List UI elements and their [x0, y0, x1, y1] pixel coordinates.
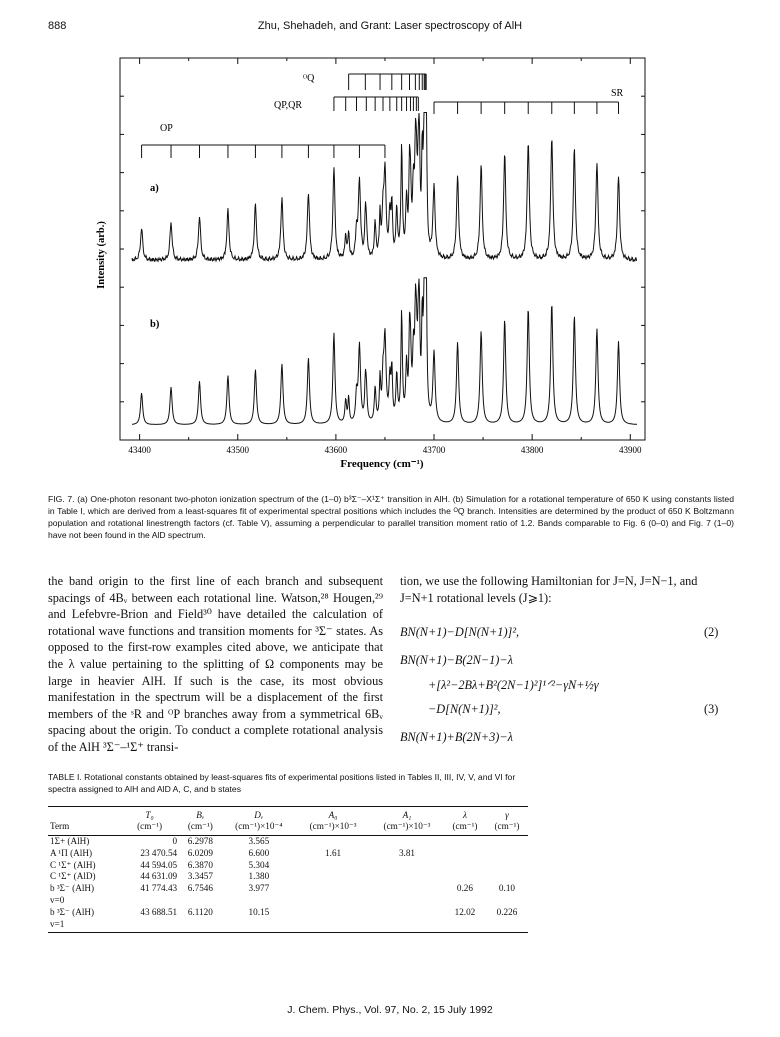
running-head: Zhu, Shehadeh, and Grant: Laser spectroscopy of AlH — [257, 20, 523, 32]
table-cell — [444, 871, 486, 883]
table-cell-term: C ¹Σ⁺ (AlH) — [50, 859, 96, 870]
unit: (cm⁻¹) — [486, 821, 528, 836]
branch-label-qp-qr: QP,QR — [274, 100, 303, 111]
table-cell — [486, 860, 528, 872]
table-cell: 6.600 — [248, 847, 270, 858]
table-row — [48, 907, 528, 919]
table-cell: 6.1120 — [187, 906, 213, 917]
table-cell — [444, 836, 486, 848]
table-cell — [179, 895, 221, 907]
table-cell: 44 594.05 — [140, 859, 178, 870]
equation-3-line-2: +[λ²−2Bλ+B²(2N−1)²]¹ᐟ²−γN+½γ — [428, 678, 599, 692]
table-head-units — [48, 821, 528, 836]
table-row — [48, 871, 528, 883]
x-tick-label: 43600 — [324, 445, 348, 455]
table-row — [48, 895, 528, 907]
table-cell — [486, 895, 528, 907]
panel-label-a: a) — [150, 183, 159, 194]
table-cell: 3.81 — [398, 847, 416, 858]
table-cell — [370, 871, 444, 883]
equation-4-line-1: BN(N+1)+B(2N+3)−λ — [400, 730, 513, 744]
table-cell — [120, 895, 179, 907]
table-cell — [486, 848, 528, 860]
body-text-left: the band origin to the first line of each branch and subsequent spacings of 4Bᵥ between each rotational line. Watson,²⁸ Hougen,²⁹ and Lefebvre-Brion and Field³⁰ have detailed the calculation of rotational wave functions and transition moments for ³Σ⁻ states. As opposed to the first-row examples cited above, we anticipate that the λ value pertaining to the splitting of Ω components may be large in heavier AlH. If such is the case, its most obvious manifestation in the spectrum will be a displacement of the first members of the ˢR and ᴼP branches away from a symmetrical 6Bᵥ spacing about the origin. To conduct a complete rotational analysis of the AlH ³Σ⁻–¹Σ⁺ transi- — [48, 574, 383, 754]
table-row — [48, 860, 528, 872]
x-axis-label: Frequency (cm⁻¹) — [340, 458, 424, 470]
branch-comb-sr — [434, 102, 618, 114]
table-cell — [179, 919, 221, 933]
col-lambda: λ — [444, 807, 486, 822]
table-cell — [296, 883, 370, 895]
table-cell-term: v=0 — [50, 894, 65, 905]
table-cell-term: v=1 — [48, 919, 120, 933]
equation-2-number: (2) — [704, 625, 719, 639]
spectrum-trace-b — [132, 278, 637, 425]
x-tick-label: 43900 — [619, 445, 642, 455]
table-cell — [222, 895, 297, 907]
table-cell: 6.7546 — [187, 883, 213, 894]
table-row — [48, 848, 528, 860]
table-cell-term: b ³Σ⁻ (AlH) — [50, 883, 95, 894]
table-cell-term: C ¹Σ⁺ (AlD) — [50, 871, 96, 882]
equation-2: BN(N+1)−D[N(N+1)]², — [400, 625, 520, 639]
table-cell — [444, 860, 486, 872]
body-text-right: tion, we use the following Hamiltonian for J=N, J=N−1, and J=N+1 rotational levels (J⩾1): — [400, 574, 698, 605]
branch-combs — [142, 74, 619, 158]
table-head-symbols — [48, 807, 528, 822]
table-cell — [370, 860, 444, 872]
table-cell — [296, 871, 370, 883]
table-cell: 6.0209 — [187, 847, 213, 858]
table-cell — [444, 848, 486, 860]
table-cell — [296, 919, 370, 933]
table-row — [48, 883, 528, 895]
branch-comb-op — [142, 145, 385, 158]
equation-3-line-3: −D[N(N+1)]², — [428, 702, 501, 716]
table-cell: 12.02 — [454, 906, 476, 917]
x-tick-label: 43400 — [128, 445, 151, 455]
table-cell: 3.977 — [248, 883, 270, 894]
col-dv: Dᵥ — [222, 807, 297, 822]
table-row — [48, 836, 528, 848]
col-term: Term — [48, 821, 120, 836]
figure-7-spectrum — [0, 0, 780, 490]
table-cell-term: b ³Σ⁻ (AlH) — [50, 906, 95, 917]
table-cell — [486, 919, 528, 933]
page-number: 888 — [48, 20, 67, 32]
spectrum-trace-a — [132, 113, 637, 262]
table-cell — [296, 860, 370, 872]
table-cell — [486, 871, 528, 883]
equation-3-number: (3) — [704, 702, 719, 716]
x-tick-labels — [128, 445, 642, 455]
x-tick-label: 43700 — [422, 445, 446, 455]
table-cell: 10.15 — [248, 906, 270, 917]
table-cell-term: A ¹Π (AlH) — [50, 847, 93, 858]
table-cell-term: 1Σ+ (AlH) — [50, 836, 90, 846]
table-cell: 6.2978 — [187, 836, 213, 846]
table-cell — [222, 919, 297, 933]
x-tick-label: 43800 — [520, 445, 544, 455]
table-cell — [370, 907, 444, 919]
table-cell — [370, 883, 444, 895]
table-cell: 0 — [172, 836, 178, 846]
table-cell: 3.3457 — [187, 871, 213, 882]
table-cell: 1.61 — [325, 847, 342, 858]
branch-label-sr: SR — [611, 88, 624, 99]
table-cell — [486, 836, 528, 848]
table-cell: 0.10 — [498, 883, 515, 894]
table-cell — [370, 919, 444, 933]
page-footer: J. Chem. Phys., Vol. 97, No. 2, 15 July 1992 — [287, 1004, 493, 1016]
table-cell: 41 774.43 — [140, 883, 178, 894]
col-t0: T₀ — [120, 807, 179, 822]
branch-comb-qq — [349, 74, 427, 90]
table-row — [48, 919, 528, 933]
unit: (cm⁻¹)×10⁻³ — [370, 821, 444, 836]
col-a0: A₀ — [296, 807, 370, 822]
unit: (cm⁻¹) — [444, 821, 486, 836]
table-cell — [296, 895, 370, 907]
table-cell — [444, 895, 486, 907]
unit: (cm⁻¹)×10⁻⁴ — [222, 821, 297, 836]
col-gamma: γ — [486, 807, 528, 822]
panel-label-b: b) — [150, 319, 160, 330]
unit: (cm⁻¹) — [120, 821, 179, 836]
table-caption: TABLE I. Rotational constants obtained by least-squares fits of experimental positions listed in Tables II, III, IV, V, and VI for spectra assigned to AlH and AlD A, C, and b states — [48, 772, 516, 794]
equation-3-line-1: BN(N+1)−B(2N−1)−λ — [400, 653, 513, 667]
table-cell — [444, 919, 486, 933]
unit: (cm⁻¹)×10⁻³ — [296, 821, 370, 836]
table-cell — [370, 836, 444, 848]
table-cell — [296, 907, 370, 919]
table-cell: 0.226 — [496, 906, 518, 917]
table-cell: 23 470.54 — [140, 847, 178, 858]
table-cell: 3.565 — [248, 836, 270, 846]
table-cell: 1.380 — [248, 871, 270, 882]
col-a1: A₁ — [370, 807, 444, 822]
unit: (cm⁻¹) — [179, 821, 221, 836]
table-cell: 43 688.51 — [140, 906, 178, 917]
table-cell: 44 631.09 — [140, 871, 178, 882]
table-cell — [296, 836, 370, 848]
x-tick-label: 43500 — [226, 445, 250, 455]
table-cell — [370, 895, 444, 907]
rotational-constants-table — [48, 806, 528, 933]
branch-comb-qp-qr — [334, 97, 418, 111]
branch-label-qq: ᴼQ — [303, 73, 315, 84]
y-axis-label: Intensity (arb.) — [96, 221, 107, 289]
table-cell: 5.304 — [248, 859, 270, 870]
branch-label-op: OP — [160, 123, 173, 134]
table-cell — [120, 919, 179, 933]
table-cell: 6.3870 — [187, 859, 213, 870]
table-cell: 0.26 — [456, 883, 473, 894]
col-bv: Bᵥ — [179, 807, 221, 822]
figure-caption: FIG. 7. (a) One-photon resonant two-photon ionization spectrum of the (1–0) b³Σ⁻–X¹Σ⁺ transition in AlH. (b) Simulation for a rotational temperature of 650 K using constants listed in Table I, which are derived from a least-squares fit of experimental spectral positions which includes the ᴼQ branch. Intensities are determined by the product of 650 K Boltzmann population and rotational linestrength factors (cf. Table V), assuming a perpendicular to parallel transition moment ratio of 1.2. Bands comparable to Fig. 6 (0–0) and Fig. 7 (1–0) have not been found in the AlD spectrum. — [48, 494, 734, 540]
